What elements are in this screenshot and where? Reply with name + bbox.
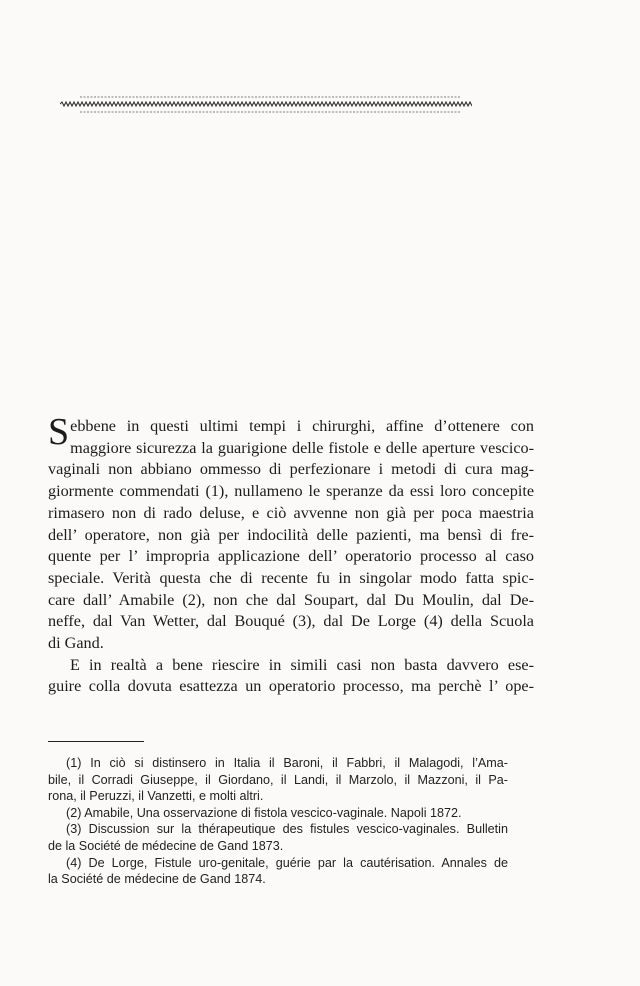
paragraph-line: dell’ operatore, non già per indocilità delle pazienti, ma bensì di fre- <box>48 525 534 544</box>
paragraph-line: care dall’ Amabile (2), non che dal Soupart, dal Du Moulin, dal De- <box>48 590 534 609</box>
paragraph-line: maggiore sicurezza la guarigione delle fistole e delle aperture vescico- <box>70 438 534 457</box>
paragraph-line: E in realtà a bene riescire in simili casi non basta davvero ese- <box>70 655 534 674</box>
footnote-4-line: (4) De Lorge, Fistule uro-genitale, guérie par la cautérisation. Annales de <box>66 855 508 870</box>
paragraph-line: neffe, dal Van Wetter, dal Bouqué (3), dal De Lorge (4) della Scuola <box>48 612 534 631</box>
footnote-2: (2) Amabile, Una osservazione di fistola vescico-vaginale. Napoli 1872. <box>66 805 462 820</box>
paragraph-line: speciale. Verità questa che di recente fu in singolar modo fatta spic- <box>48 568 534 587</box>
body-text <box>48 411 534 698</box>
footnote-4-line: la Société de médecine de Gand 1874. <box>48 872 266 887</box>
paragraph-line: rimasero non di rado deluse, e ciò avvenne non già per poca maestria <box>48 503 534 522</box>
footnote-3-line: (3) Discussion sur la thérapeutique des fistules vescico-vaginales. Bulletin <box>66 822 508 837</box>
decorative-header-ornament <box>60 93 472 115</box>
drop-cap: S <box>48 411 70 453</box>
paragraph-line: Sebbene in questi ultimi tempi i chirurghi, affine d’ottenere con <box>48 411 534 453</box>
footnote-1-line: (1) In ciò si distinsero in Italia il Baroni, il Fabbri, il Malagodi, l’Ama- <box>66 756 508 770</box>
paragraph-line: vaginali non abbiano ommesso di perfezionare i metodi di cura mag- <box>48 460 534 479</box>
paragraph-line: guire colla dovuta esattezza un operatorio processo, ma perchè l’ ope- <box>48 677 534 696</box>
paragraph-line: quente per l’ impropria applicazione dell’ operatorio processo al caso <box>48 547 534 566</box>
footnote-3-line: de la Société de médecine de Gand 1873. <box>48 838 284 853</box>
footnote-1-line: rona, il Peruzzi, il Vanzetti, e molti altri. <box>48 789 264 804</box>
footnotes <box>48 755 508 888</box>
paragraph-line: giormente commendati (1), nullameno le speranze da essi loro concepite <box>48 482 534 501</box>
footnote-1-line: bile, il Corradi Giuseppe, il Giordano, il Landi, il Marzolo, il Mazzoni, il Pa- <box>48 772 508 787</box>
paragraph-line: di Gand. <box>48 634 104 653</box>
footnote-separator <box>48 741 144 742</box>
